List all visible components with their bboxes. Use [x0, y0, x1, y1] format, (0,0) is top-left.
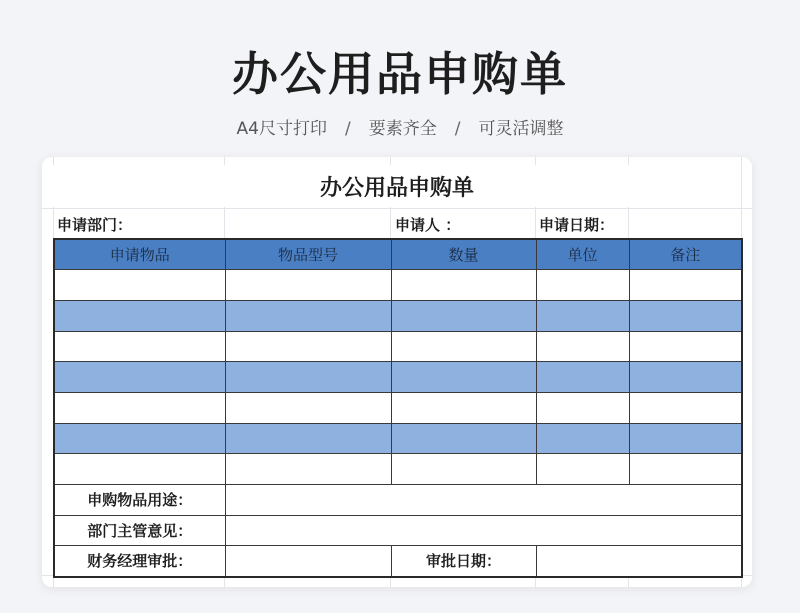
- table-cell[interactable]: [536, 392, 629, 423]
- table-cell[interactable]: [54, 331, 225, 362]
- table-cell[interactable]: [536, 331, 629, 362]
- table-cell[interactable]: [391, 270, 536, 301]
- table-cell[interactable]: [629, 300, 742, 331]
- manager-opinion-field[interactable]: [225, 515, 742, 546]
- table-cell[interactable]: [629, 423, 742, 454]
- table-cell[interactable]: [54, 454, 225, 485]
- manager-opinion-row: [54, 515, 742, 546]
- table-cell[interactable]: [225, 270, 391, 301]
- finance-approval-row: [54, 546, 742, 577]
- table-cell[interactable]: [391, 423, 536, 454]
- table-row: [54, 270, 742, 301]
- table-cell[interactable]: [536, 362, 629, 393]
- table-row: [54, 300, 742, 331]
- table-cell[interactable]: [225, 454, 391, 485]
- purpose-field[interactable]: [225, 485, 742, 516]
- page-title: 办公用品申购单: [232, 47, 568, 101]
- page-subtitle: [0, 114, 800, 139]
- table-row: [54, 392, 742, 423]
- table-cell[interactable]: [54, 392, 225, 423]
- table-cell[interactable]: [629, 392, 742, 423]
- table-row: [54, 423, 742, 454]
- purpose-label: 申购物品用途：: [54, 485, 225, 516]
- table-cell[interactable]: [536, 300, 629, 331]
- column-header-item: 申请物品: [54, 239, 225, 270]
- column-header-model: 物品型号: [225, 239, 391, 270]
- table-cell[interactable]: [629, 362, 742, 393]
- form-title: 办公用品申购单: [53, 165, 741, 207]
- table-cell[interactable]: [54, 300, 225, 331]
- table-cell[interactable]: [391, 362, 536, 393]
- table-row: [54, 454, 742, 485]
- table-cell[interactable]: [629, 331, 742, 362]
- table-cell[interactable]: [536, 423, 629, 454]
- department-label: 申请部门：: [57, 215, 133, 234]
- subtitle-item-a4: A4尺寸打印: [236, 119, 327, 139]
- table-cell[interactable]: [391, 454, 536, 485]
- table-cell[interactable]: [391, 300, 536, 331]
- table-row: [54, 331, 742, 362]
- table-cell[interactable]: [629, 454, 742, 485]
- table-cell[interactable]: [225, 362, 391, 393]
- table-cell[interactable]: [391, 331, 536, 362]
- items-table: [53, 238, 743, 578]
- column-header-quantity: 数量: [391, 239, 536, 270]
- table-cell[interactable]: [54, 423, 225, 454]
- subtitle-item-complete: 要素齐全: [368, 119, 437, 139]
- subtitle-item-adjustable: 可灵活调整: [478, 119, 564, 139]
- application-date-label: 申请日期：: [539, 215, 615, 234]
- table-cell[interactable]: [225, 392, 391, 423]
- table-cell[interactable]: [629, 270, 742, 301]
- table-cell[interactable]: [536, 270, 629, 301]
- table-cell[interactable]: [225, 423, 391, 454]
- table-row: [54, 362, 742, 393]
- column-header-remarks: 备注: [629, 239, 742, 270]
- approval-date-field[interactable]: [536, 546, 742, 577]
- column-header-unit: 单位: [536, 239, 629, 270]
- subtitle-separator: /: [454, 119, 461, 139]
- approval-date-label: 审批日期：: [391, 546, 536, 577]
- applicant-label: 申请人 ：: [395, 215, 461, 234]
- table-cell[interactable]: [225, 331, 391, 362]
- finance-approval-label: 财务经理审批：: [54, 546, 225, 577]
- table-cell[interactable]: [391, 392, 536, 423]
- subtitle-separator: /: [344, 119, 351, 139]
- manager-opinion-label: 部门主管意见：: [54, 515, 225, 546]
- form-sheet: [42, 157, 752, 587]
- purpose-row: [54, 485, 742, 516]
- finance-approval-field[interactable]: [225, 546, 391, 577]
- table-cell[interactable]: [54, 270, 225, 301]
- table-cell[interactable]: [536, 454, 629, 485]
- table-cell[interactable]: [225, 300, 391, 331]
- table-cell[interactable]: [54, 362, 225, 393]
- table-header-row: [54, 239, 742, 270]
